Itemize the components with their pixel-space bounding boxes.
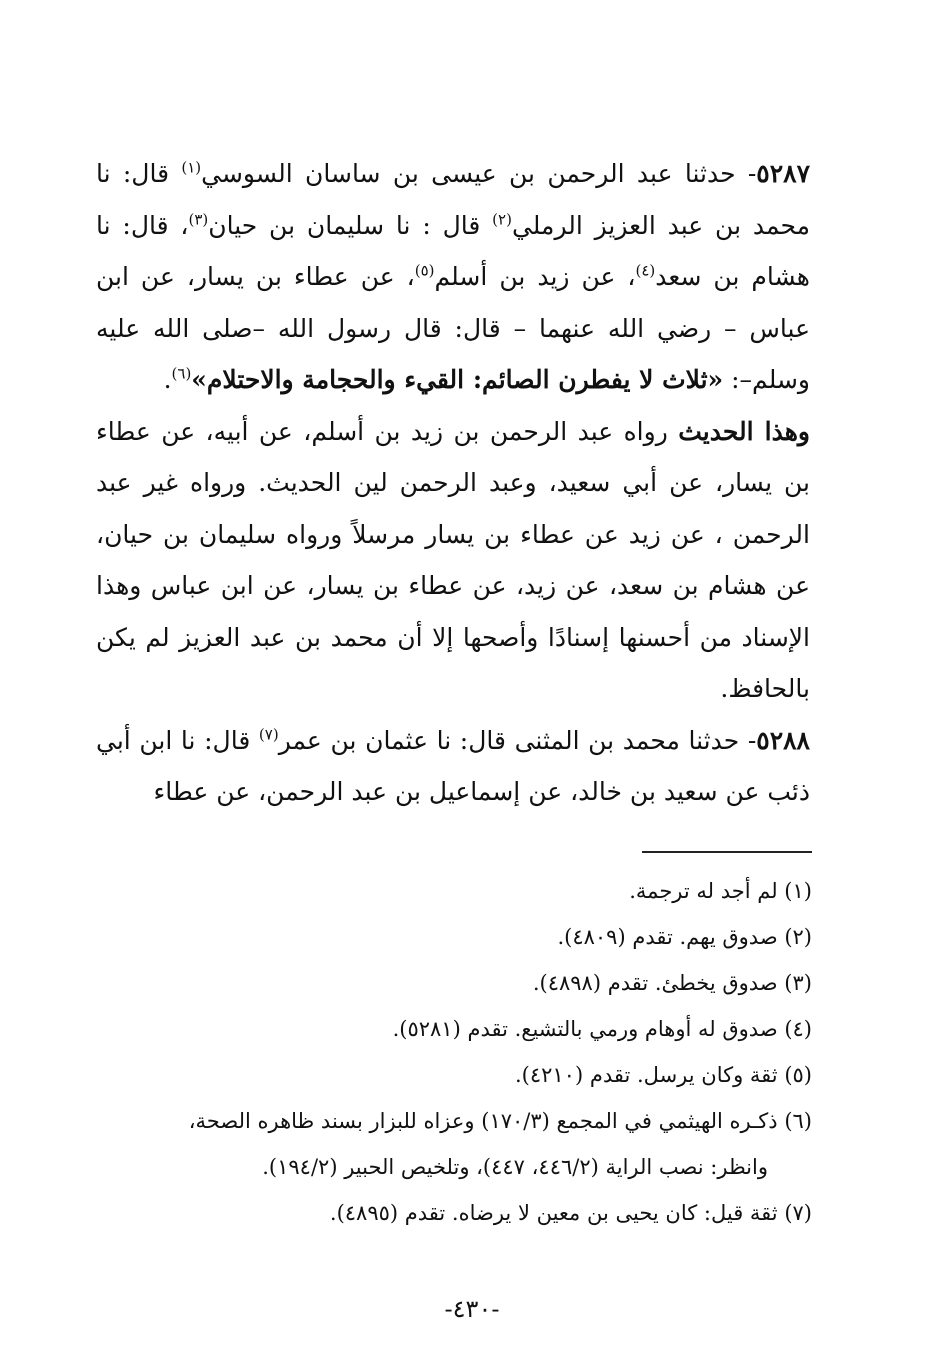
hadith-text: ، قال: نا هشام بن سعد xyxy=(96,210,810,291)
commentary-lead: وهذا الحديث xyxy=(678,416,811,446)
hadith-text: - حدثنا محمد بن المثنى قال: نا عثمان بن عمر xyxy=(278,725,757,755)
hadith-text: - حدثنا عبد الرحمن بن عيسى بن ساسان السوسي xyxy=(201,159,757,188)
hadith-text: ، عن عطاء بن يسار، عن ابن عباس – رضي الله عنهما – قال: قال رسول الله –صلى الله عليه وسلم–: xyxy=(96,262,810,394)
hadith-number: ٥٢٨٨ xyxy=(756,725,810,755)
footnote-ref: (٦) xyxy=(171,364,192,383)
footnote-6-continued: وانظر: نصب الراية (٤٤٦/٢، ٤٤٧)، وتلخيص الحبير (١٩٤/٢). xyxy=(262,1155,768,1179)
main-text xyxy=(96,148,810,818)
footnote-divider xyxy=(642,851,812,853)
hadith-text: قال: نا ابن أبي ذئب عن سعيد بن خالد، عن إسماعيل بن عبد الرحمن، عن عطاء xyxy=(96,725,810,806)
footnote-ref: (٣) xyxy=(188,210,209,229)
footnote-5: (٥) ثقة وكان يرسل. تقدم (٤٢١٠). xyxy=(514,1063,812,1087)
footnote-ref: (٥) xyxy=(414,261,435,280)
footnote-2: (٢) صدوق يهم. تقدم (٤٨٠٩). xyxy=(557,925,812,949)
footnote-6: (٦) ذكـره الهيثمي في المجمع (١٧٠/٣) وعزاه للبزار بسند ظاهره الصحة، xyxy=(188,1109,812,1133)
footnote-ref: (٧) xyxy=(258,725,279,744)
footnote-3: (٣) صدوق يخطئ. تقدم (٤٨٩٨). xyxy=(532,971,812,995)
hadith-5287 xyxy=(96,148,810,406)
footnote-1: (١) لم أجد له ترجمة. xyxy=(629,879,812,903)
hadith-text: . xyxy=(163,365,172,394)
footnote-4: (٤) صدوق له أوهام ورمي بالتشيع. تقدم (٥٢٨١). xyxy=(392,1017,812,1041)
footnote-ref: (٢) xyxy=(492,210,512,229)
commentary-paragraph xyxy=(96,406,810,715)
hadith-number: ٥٢٨٧ xyxy=(756,159,810,188)
hadith-quote: «ثلاث لا يفطرن الصائم: القيء والحجامة والاحتلام» xyxy=(191,365,724,394)
footnote-7: (٧) ثقة قيل: كان يحيى بن معين لا يرضاه. تقدم (٤٨٩٥). xyxy=(329,1201,812,1225)
hadith-text: قال : نا سليمان بن حيان xyxy=(208,210,493,240)
page-number: -٤٣٠- xyxy=(444,1295,500,1323)
footnote-ref: (١) xyxy=(181,158,202,177)
footnotes xyxy=(96,868,812,1236)
hadith-5288 xyxy=(96,715,810,818)
footnote-ref: (٤) xyxy=(635,261,656,280)
hadith-text: ، عن زيد بن أسلم xyxy=(434,262,636,291)
commentary-text: رواه عبد الرحمن بن زيد بن أسلم، عن أبيه، عن عطاء بن يسار، عن أبي سعيد، وعبد الرحمن لين الحديث. ورواه غير عبد الرحمن ، عن زيد عن عطاء بن يسار مرسلاً ورواه سليمان بن حيان، عن هشام بن سعد، عن زيد، عن عطاء بن يسار، عن ابن عباس وهذا الإسناد من أحسنها إسنادًا وأصحها إلا أن محمد بن عبد العزيز لم يكن بالحافظ. xyxy=(96,416,810,703)
hadith-text: قال: نا محمد بن عبد العزيز الرملي xyxy=(96,159,810,240)
